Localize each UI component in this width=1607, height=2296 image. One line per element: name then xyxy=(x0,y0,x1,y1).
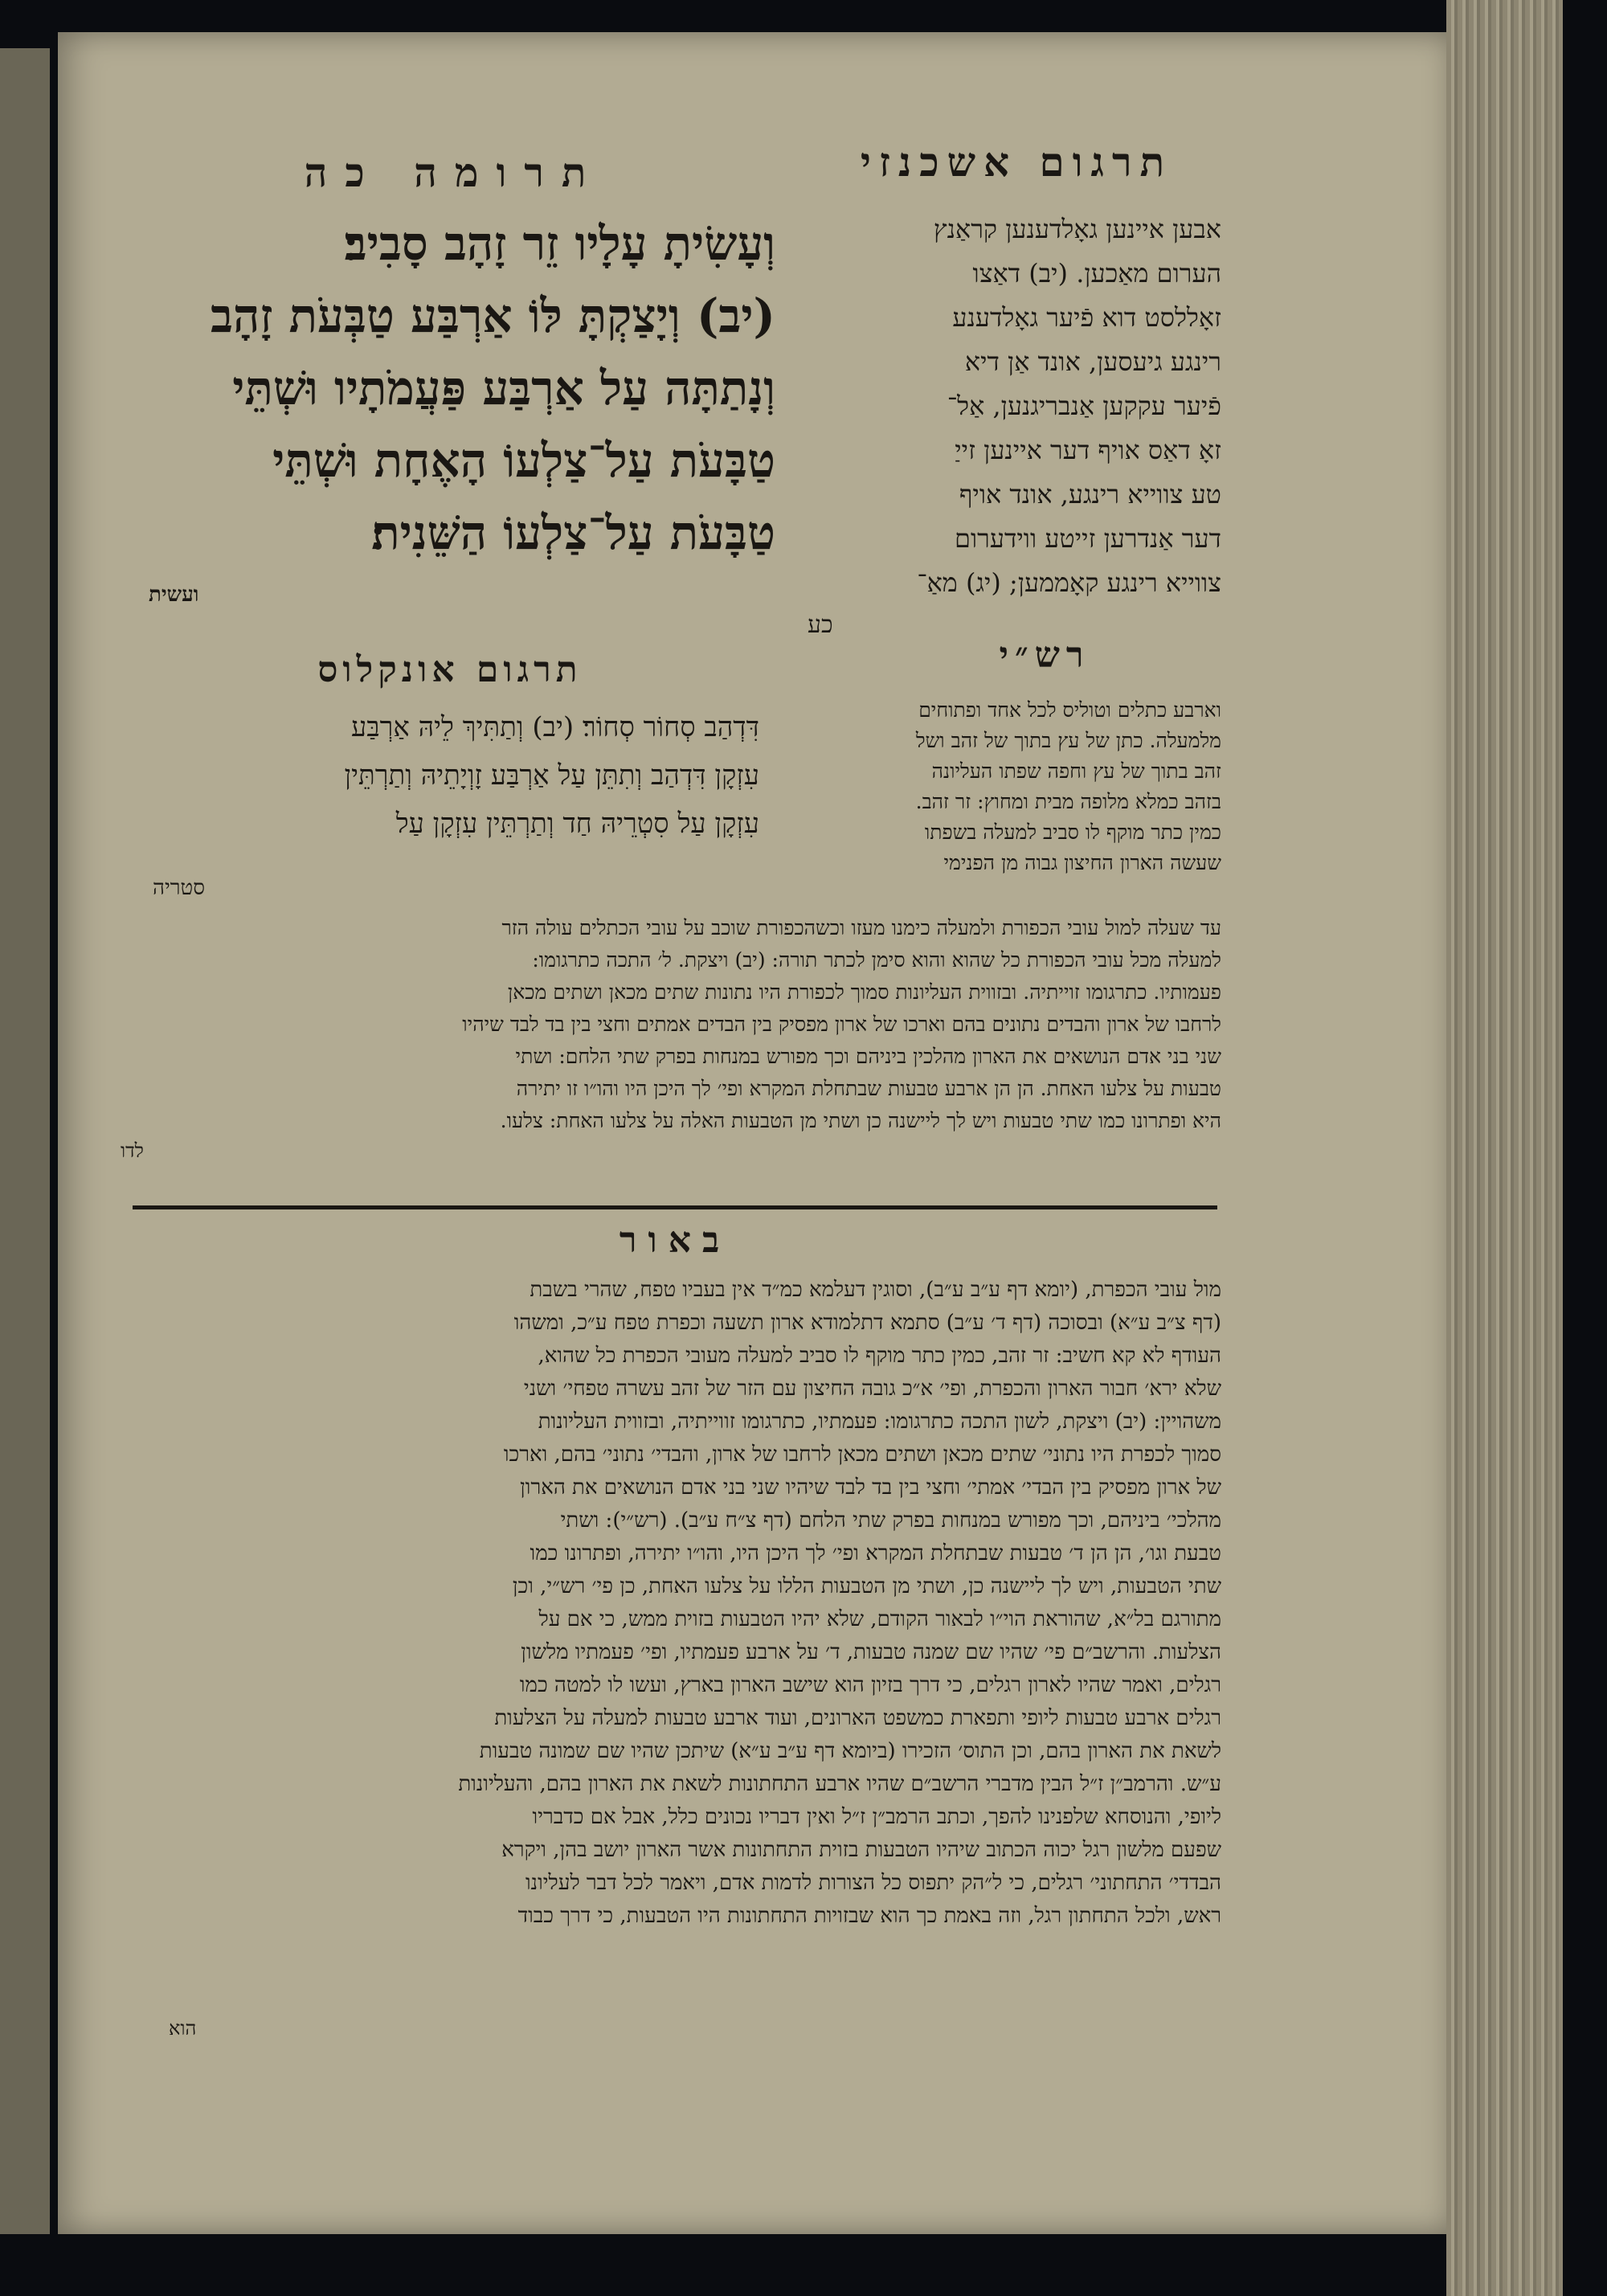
biur-line: ראש, ולכל התחתון רגל, וזה באמת כך הוא שבזויות התחתונות היו הטבעות, כי דרך כבוד xyxy=(517,1904,1221,1928)
biur-line: טבעת וגו׳, הן הן ד׳ טבעות שבתחלת המקרא ופי׳ לך היכן היו, והו״ו יתירה, ופתרונו כמו xyxy=(530,1541,1221,1565)
rashi-line: טבעות על צלעו האחת. הן הן ארבע טבעות שבתחלת המקרא ופי׳ לך היכן היו והו״ו זו יתירה xyxy=(516,1077,1221,1100)
rashi-line: כמין כתר מוקף לו סביב למעלה בשפתו xyxy=(924,821,1221,844)
biur-line: ע״ש. והרמב״ן ז״ל הבין מדברי הרשב״ם שהיו ארבע התחתונות לשאת את הארון בהם, והעליונות xyxy=(458,1772,1221,1796)
ashkenazi-line: זאָ דאַס אויף דער איינען זייַ xyxy=(955,435,1221,465)
biur-line: ליופי, והנוסחא שלפנינו להפך, וכתב הרמב״ן ז״ל ואין דבריו נכונים כלל, אבל אם כדבריו xyxy=(532,1805,1221,1829)
torah-catchword: ועשית xyxy=(149,583,199,607)
onkelos-title: תרגום אונקלוס xyxy=(317,649,583,690)
rashi-title: רש״י xyxy=(999,635,1090,676)
torah-line: טַבָּעֹת עַל־צַלְעוֹ הַשֵּׁנִית׃ xyxy=(371,505,775,560)
biur-line: שלא ירא׳ חבור הארון והכפרת, ופי׳ א״כ גובה החיצון עם הזר של זהב עשרה טפחי׳ ושני xyxy=(523,1377,1221,1401)
ashkenazi-line: זאָללסט דוא פֿיער גאָלדענע xyxy=(952,302,1221,333)
rashi-line: וארבע כתלים וטוליס לכל אחד ופתוחים xyxy=(918,698,1221,722)
rashi-text-narrow xyxy=(751,695,1221,878)
torah-line: (יב) וְיָצַקְתָּ לּוֹ אַרְבַּע טַבְּעֹת זָהָב xyxy=(211,289,775,343)
rashi-line: עד שעלה למול עובי הכפורת ולמעלה כימנו מעזו וכשהכפורת שוכב על עובי הכתלים עולה הזר xyxy=(501,916,1221,939)
onkelos-text xyxy=(117,703,759,848)
header-ashkenazi: תרגום אשכנזי xyxy=(860,138,1173,186)
section-divider xyxy=(133,1205,1217,1209)
rashi-line: לרחבו של ארון והבדים נתונים בהם וארכו של ארון מפסיק בין הבדים אמתים וחצי בין בד לבד שיהיו xyxy=(462,1013,1221,1036)
torah-line: וְעָשִׂיתָ עָלָיו זֵר זָהָב סָבִיב׃ xyxy=(344,216,775,271)
ashkenazi-line: טע צווייא רינגע, אונד אויף xyxy=(959,479,1221,510)
onkelos-line: עִזְקָן עַל סִטְרֵיהּ חַד וְתַרְתֵּין עִזְקָן עַל xyxy=(395,808,759,840)
biur-line: מתורגם בל״א, שהוראת הוי״ו לבאור הקודם, שלא יהיו הטבעות בזוית ממש, כי אם על xyxy=(538,1607,1221,1631)
biur-line: שפעם מלשון רגל יכוה הכתוב שיהיו הטבעות בזוית התחתונות אשר הארון יושב בהן, ויקרא xyxy=(501,1838,1221,1862)
ashkenazi-line: צווייא רינגע קאָממען; (יג) מאַ־ xyxy=(917,567,1221,598)
biur-text xyxy=(121,1274,1221,1933)
rashi-line: זהב בתוך של עץ וחפה שפתו העליונה xyxy=(931,759,1221,783)
onkelos-catchword: סטריה xyxy=(153,876,206,900)
biur-line: סמוך לכפרת היו נתוני׳ שתים מכאן ושתים מכאן לרחבו של ארון, והבדי׳ נתוני׳ בהם, וארכו xyxy=(503,1443,1221,1467)
biur-title: באור xyxy=(619,1220,731,1261)
biur-line: משהויין: (יב) ויצקת, לשון התכה כתרגומו: פעמתיו, כתרגומו זווייתיה, ובזווית העליונות xyxy=(538,1410,1221,1434)
rashi-line: היא ופתרונו כמו שתי טבעות ויש לך ליישנה כן ושתי מן הטבעות האלה על צלעו האחת: צלעו. xyxy=(500,1109,1221,1132)
ashkenazi-line: הערום מאַכען. (יב) דאַצו xyxy=(972,258,1221,289)
ashkenazi-line: פֿיער עקקען אַנבריגנען, אַל־ xyxy=(947,391,1221,421)
background-edge xyxy=(1563,0,1607,2296)
rashi-text-wide xyxy=(129,912,1221,1137)
onkelos-line: עִזְקָן דִּדְהַב וְתִתֵּן עַל אַרְבַּע זָוְיָתֵיהּ וְתַרְתֵּין xyxy=(344,759,759,792)
biur-line: רגלים, ואמר שהיו לארון רגלים, כי דרך בזיון הוא שישב הארון בארץ, ועשו לו למטה כמו xyxy=(519,1673,1221,1697)
biur-line: של ארון מפסיק בין הבדי׳ אמתי׳ וחצי בין בד לבד שיהיו שני בני אדם הנושאים את הארון xyxy=(520,1475,1221,1500)
biur-line: שתי הטבעות, ויש לך ליישנה כן, ושתי מן הטבעות הללו על צלעו האחת, כן פי׳ רש״י, וכן xyxy=(512,1574,1221,1598)
rashi-catchword: לדו xyxy=(121,1140,144,1162)
rashi-line: בזהב כמלא מלופה מבית ומחוץ: זר זהב. xyxy=(915,790,1221,813)
rashi-line: למעלה מכל עובי הכפורת כל שהוא והוא סימן לכתר תורה: (יב) ויצקת. ל׳ התכה כתרגומו: xyxy=(532,948,1221,972)
biur-line: מהלכי׳ ביניהם, וכך מפורש במנחות בפרק שתי הלחם (דף צ״ח ע״ב). (רש״י): ושתי xyxy=(560,1508,1221,1533)
biur-line: לשאת את הארון בהם, וכן התוס׳ הזכירו (ביומא דף ע״ב ע״א) שיתכן שהיו שם שמונה טבעות xyxy=(479,1739,1221,1763)
rashi-line: שני בני אדם הנושאים את הארון מהלכין ביניהם וכך מפורש במנחות בפרק שתי הלחם: ושתי xyxy=(515,1045,1221,1068)
onkelos-line: דִּדְהַב סְחוֹר סְחוֹר׃ (יב) וְתַתִּיךְ לֵיהּ אַרְבַּע xyxy=(351,711,759,743)
rashi-line: פעמותיו. כתרגומו זוייתיה. ובזווית העליונות סמוך לכפורת היו נתונות שתים מכאן ושתים מכאן xyxy=(507,980,1221,1004)
ashkenazi-line: דער אַנדרען זייטע ווידערום xyxy=(955,523,1221,554)
biur-line: רגלים ארבע טבעות ליופי ותפארת כמשפט הארונים, ועוד ארבע טבעות למעלה על הצלעות xyxy=(494,1706,1221,1730)
header-parsha: תרומה כה xyxy=(304,149,604,196)
ashkenazi-line: אבען איינען גאָלדענען קראַנץ xyxy=(933,214,1221,244)
rashi-line: שעשה הארון החיצון גבוה מן הפנימי xyxy=(943,851,1221,874)
biur-catchword: הוא xyxy=(169,2017,197,2040)
torah-verse xyxy=(117,207,775,569)
biur-line: הצלעות. והרשב״ם פי׳ שהיו שם שמנה טבעות, ד׳ על ארבע פעמתיו, ופי׳ פעמתיו מלשון xyxy=(521,1640,1221,1664)
biur-line: הבדדי׳ התחתוני׳ רגלים, כי ל״הק יתפוס כל הצורות לדמות אדם, ויאמר לכל דבר לעליונו xyxy=(525,1871,1221,1895)
biur-line: (דף צ״ב ע״א) ובסוכה (דף ד׳ ע״ב) סתמא דתלמודא ארון תשעה וכפרת טפח ע״כ, ומשהו xyxy=(513,1311,1221,1335)
torah-line: וְנָתַתָּה עַל אַרְבַּע פַּעֲמֹתָיו וּשְׁתֵּי xyxy=(232,361,775,415)
ashkenazi-catchword: כע xyxy=(808,611,833,639)
ashkenazi-translation xyxy=(836,207,1221,605)
biur-line: העודף לא קא חשיב: זר זהב, כמין כתר מוקף לו סביב למעלה מעובי הכפרת כל שהוא, xyxy=(538,1344,1221,1368)
ashkenazi-line: רינגע גיעסען, אונד אַן דיא xyxy=(964,346,1221,377)
page-edges xyxy=(1446,0,1567,2296)
rashi-line: מלמעלה. כתן של עץ בתוך של זהב ושל xyxy=(915,729,1221,752)
torah-line: טַבָּעֹת עַל־צַלְעוֹ הָאֶחָת וּשְׁתֵּי xyxy=(272,433,775,488)
biur-line: מול עובי הכפרת, (יומא דף ע״ב ע״ב), וסוגין דעלמא כמ״ד אין בעביו טפח, שהרי בשבת xyxy=(530,1278,1221,1302)
previous-page-edge xyxy=(0,48,50,2234)
